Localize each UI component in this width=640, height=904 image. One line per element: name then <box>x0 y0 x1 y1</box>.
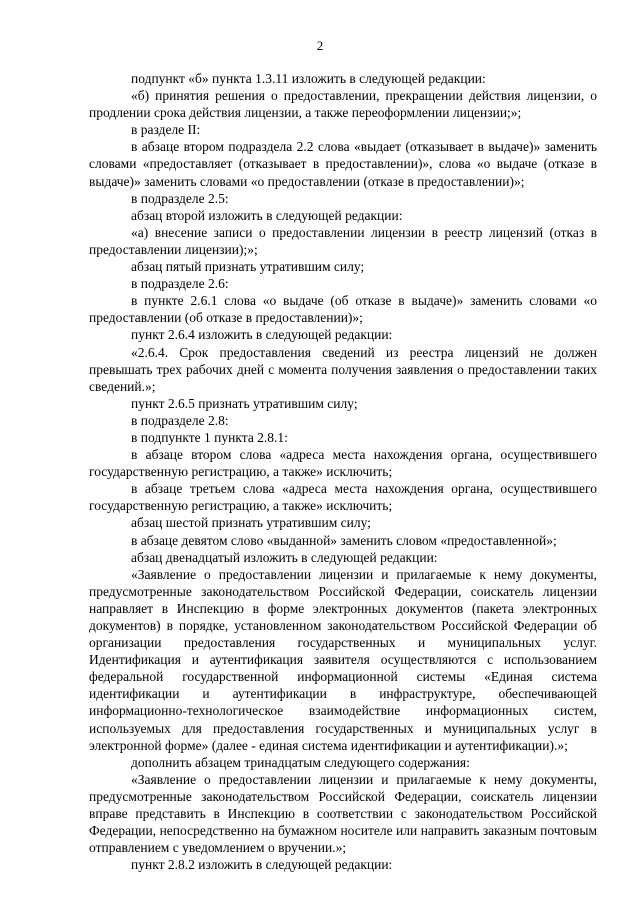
paragraph: в подразделе 2.5: <box>131 190 229 206</box>
paragraph: в разделе II: <box>131 122 201 138</box>
paragraph: дополнить абзацем тринадцатым следующего содержания: <box>131 754 470 770</box>
paragraph: пункт 2.6.5 признать утратившим силу; <box>131 395 358 411</box>
document-body <box>89 70 597 873</box>
paragraph: в подразделе 2.8: <box>131 412 229 428</box>
paragraph: в пункте 2.6.1 слова «о выдаче (об отказе в выдаче)» заменить словами «о предоставлении (об отказе в предоставлении)»; <box>89 293 597 326</box>
paragraph: абзац шестой признать утратившим силу; <box>131 515 371 531</box>
paragraph: в абзаце девятом слово «выданной» заменить словом «предоставленной»; <box>131 532 557 548</box>
page-number: 2 <box>316 38 324 53</box>
paragraph: абзац второй изложить в следующей редакции: <box>131 207 403 223</box>
paragraph: подпункт «б» пункта 1.3.11 изложить в следующей редакции: <box>131 71 486 86</box>
paragraph: абзац двенадцатый изложить в следующей редакции: <box>131 549 438 565</box>
paragraph: «Заявление о предоставлении лицензии и прилагаемые к нему документы, предусмотренные законодательством Российской Федерации, соискатель лицензии направляет в Инспекцию в форме электронных документов (пакета электронных документов) в порядке, установленном законодательством Российской Федерации об организации предоставления государственных и муниципальных услуг. Идентификация и аутентификация заявителя осуществляются с использованием федеральной государственной информационной системы «Единая система идентификации и аутентификации в инфраструктуре, обеспечивающей информационно-технологическое взаимодействие информационных систем, используемых для предоставления государственных и муниципальных услуг в электронной форме» (далее - единая система идентификации и аутентификации).»; <box>89 566 597 753</box>
paragraph: в подпункте 1 пункта 2.8.1: <box>131 429 288 445</box>
paragraph: в абзаце втором слова «адреса места нахождения органа, осуществившего государственную регистрацию, а также» исключить; <box>89 447 597 480</box>
paragraph: «а) внесение записи о предоставлении лицензии в реестр лицензий (отказ в предоставлении лицензии);»; <box>89 224 597 257</box>
paragraph: пункт 2.8.2 изложить в следующей редакции: <box>131 857 393 873</box>
paragraph: в абзаце втором подраздела 2.2 слова «выдает (отказывает в выдаче)» заменить словами «предоставляет (отказывает в предоставлении)», слова «о выдаче (отказе в выдаче)» заменить словами «о предоставлении (отказе в предоставлении)»; <box>89 139 597 189</box>
paragraph: «б) принятия решения о предоставлении, прекращении действия лицензии, о продлении срока действия лицензии, а также переоформлении лицензии;»; <box>89 88 597 121</box>
paragraph: «2.6.4. Срок предоставления сведений из реестра лицензий не должен превышать трех рабочих дней с момента получения заявления о предоставлении таких сведений.»; <box>89 344 597 394</box>
paragraph: «Заявление о предоставлении лицензии и прилагаемые к нему документы, предусмотренные законодательством Российской Федерации, соискатель лицензии вправе представить в Инспекцию в соответствии с законодательством Российской Федерации, непосредственно на бумажном носителе или направить заказным почтовым отправлением с уведомлением о вручении.»; <box>89 771 597 856</box>
paragraph: абзац пятый признать утратившим силу; <box>131 259 365 275</box>
paragraph: в абзаце третьем слова «адреса места нахождения органа, осуществившего государственную регистрацию, а также» исключить; <box>89 481 597 514</box>
paragraph: в подразделе 2.6: <box>131 276 229 292</box>
paragraph: пункт 2.6.4 изложить в следующей редакции: <box>131 327 393 343</box>
